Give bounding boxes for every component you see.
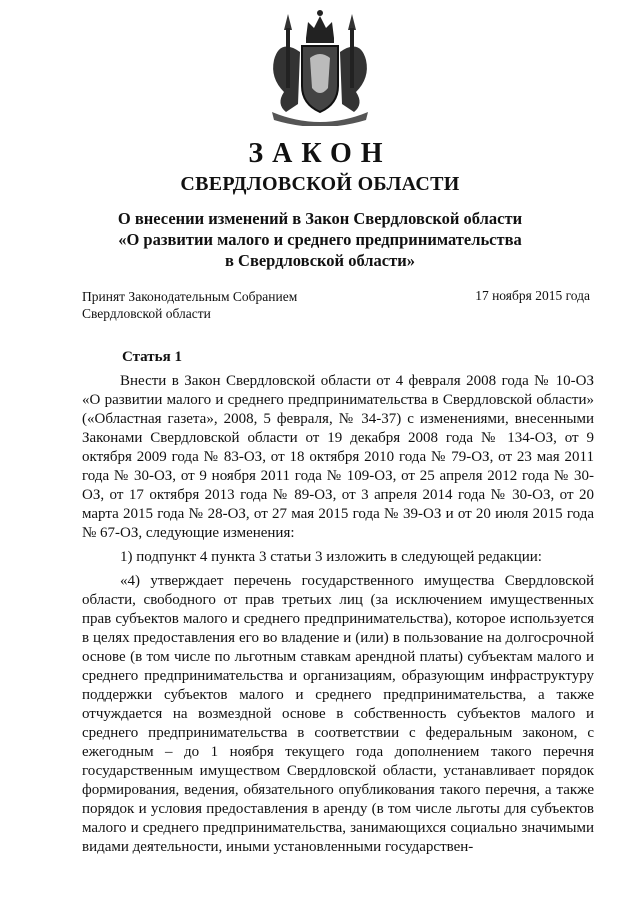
coat-of-arms-icon [262,8,378,126]
adopted-date: 17 ноября 2015 года [475,288,590,303]
paragraph: «4) утверждает перечень государственного имущества Свердловской области, свободного от прав третьих лиц (за исключением имущественных прав субъектов малого и среднего предпринимательства), которое используется в целях предоставления его во владение и (или) в пользование на долгосрочной основе (в том числе по льготным ставкам арендной платы) субъектам малого и среднего предпринимательства и организациям, образующим инфраструктуру поддержки субъектов малого и среднего предпринимательства, а также отчуждается на возмездной основе в собственность субъектов малого и среднего предпринимательства в соответствии с федеральным законом, с ежегодным – до 1 ноября текущего года дополнением такого перечня государственным имуществом Свердловской области, устанавливает порядок формирования, ведения, обязательного опубликования такого перечня, а также порядок и условия предоставления в аренду (в том числе льготы для субъектов малого и среднего предпринимательства, занимающихся социально значимыми видами деятельности, иными установленными государствен- [82,573,594,855]
document-subtitle: СВЕРДЛОВСКОЙ ОБЛАСТИ [180,173,460,195]
article-body [82,372,594,862]
paragraph: 1) подпункт 4 пункта 3 статьи 3 изложить в следующей редакции: [120,549,542,565]
law-subject-line: в Свердловской области» [225,251,415,270]
law-subject-line: О внесении изменений в Закон Свердловской области [117,209,523,228]
adopted-by-line: Свердловской области [82,306,211,321]
adopted-by-line: Принят Законодательным Собранием [82,289,298,304]
law-subject-line: «О развитии малого и среднего предпринимательства [118,230,522,249]
law-subject [60,208,580,271]
adopted-by [82,288,297,322]
article-heading: Статья 1 [122,349,182,365]
document-title: ЗАКОН [248,138,392,169]
paragraph: Внести в Закон Свердловской области от 4 февраля 2008 года № 10-ОЗ «О развитии малого и среднего предпринимательства в Свердловской области» («Областная газета», 2008, 5 февраля, № 34-37) с изменениями, внесенными Законами Свердловской области от 19 декабря 2008 года № 134-ОЗ, от 9 октября 2009 года № 83-ОЗ, от 18 октября 2010 года № 79-ОЗ, от 23 мая 2011 года № 30-ОЗ, от 9 ноября 2011 года № 109-ОЗ, от 25 апреля 2012 года № 30-ОЗ, от 17 октября 2013 года № 89-ОЗ, от 3 апреля 2014 года № 30-ОЗ, от 20 марта 2015 года № 28-ОЗ, от 27 мая 2015 года № 39-ОЗ и от 20 июля 2015 года № 67-ОЗ, следующие изменения: [82,373,594,541]
